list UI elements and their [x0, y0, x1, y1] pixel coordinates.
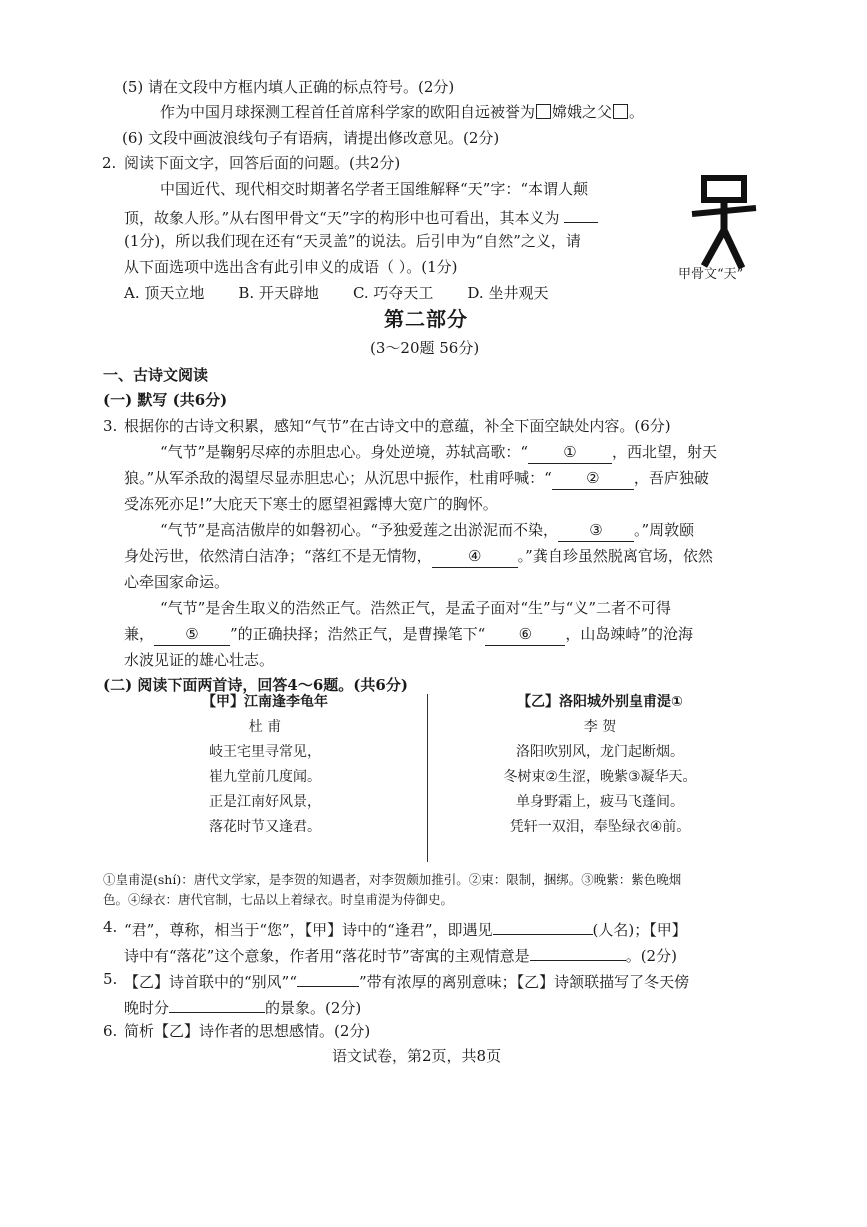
poem-b-line: 单身野霜上，疲马飞蓬间。	[516, 794, 684, 810]
q2-line4: 从下面选项中选出含有此引申义的成语（ ）。(1分)	[124, 258, 458, 276]
q3-p3-line1: “气节”是舍生取义的浩然正气。浩然正气，是孟子面对“生”与“义”二者不可得	[160, 599, 672, 617]
punct-box-2[interactable]	[613, 104, 628, 119]
poem-a-title: 【甲】江南逢李龟年	[202, 694, 328, 710]
q2-line1: 中国近代、现代相交时期著名学者王国维解释“天”字：“本谓人颠	[160, 180, 589, 198]
poem-b-line: 凭轩一双泪，奉坠绿衣④前。	[509, 819, 691, 835]
poem-a-author: 杜 甫	[248, 719, 282, 735]
poem-b	[480, 690, 720, 840]
q2-choices	[124, 282, 582, 304]
blank-6[interactable]: ⑥	[485, 623, 565, 646]
q4-line1: “君”，尊称，相当于“您”，【甲】诗中的“逢君”，即遇见 (人名)；【甲】	[124, 916, 687, 941]
q3-p3-line3: 水波见证的雄心壮志。	[124, 651, 275, 669]
q6b-prompt: 简析【乙】诗作者的思想感情。(2分)	[124, 1022, 371, 1040]
q2-number: 2.	[102, 154, 117, 172]
poem-b-title: 【乙】洛阳城外别皇甫湜①	[517, 694, 683, 710]
q5b-blank-1[interactable]	[297, 968, 359, 987]
q4-blank-emotion[interactable]	[530, 942, 626, 961]
oracle-bone-tian-icon	[684, 170, 774, 274]
q3-p3-line2: 兼， ⑤ ”的正确抉择；浩然正气，是曹操笔下“ ⑥ ，山岛竦峙”的沧海	[124, 623, 693, 646]
q2-prompt: 阅读下面文字，回答后面的问题。(共2分)	[124, 154, 401, 172]
page-footer: 语文试卷，第2页，共8页	[332, 1047, 502, 1065]
choice-c[interactable]: C. 巧夺天工	[352, 284, 434, 302]
q5b-blank-2[interactable]	[169, 994, 265, 1013]
poem-a-line: 岐王宅里寻常见，	[209, 744, 321, 760]
poem-b-author: 李 贺	[583, 719, 617, 735]
blank-1[interactable]: ①	[528, 441, 612, 464]
q5-sentence: 作为中国月球探测工程首任首席科学家的欧阳自远被誉为 嫦娥之父 。	[160, 103, 645, 121]
q5b-line1: 【乙】诗首联中的“别风”“ ”带有浓厚的离别意味；【乙】诗颔联描写了冬天傍	[124, 968, 689, 993]
poem-a-line: 正是江南好风景，	[209, 794, 321, 810]
q2-line3: (1分)，所以我们现在还有“天灵盖”的说法。后引申为“自然”之义，请	[124, 232, 581, 250]
blank-3[interactable]: ③	[558, 519, 634, 542]
oracle-caption: 甲骨文“天”	[678, 267, 744, 282]
q5-prompt: (5) 请在文段中方框内填人正确的标点符号。(2分)	[122, 78, 455, 96]
blank-2[interactable]: ②	[552, 467, 634, 490]
poem-a	[170, 690, 360, 840]
punct-box-1[interactable]	[536, 104, 551, 119]
choice-d[interactable]: D. 坐井观天	[467, 284, 549, 302]
poem-divider	[427, 694, 428, 862]
q3-prompt: 根据你的古诗文积累，感知“气节”在古诗文中的意蕴，补全下面空缺处内容。(6分)	[124, 417, 671, 435]
q3-p1-line2: 狼。”从军杀敌的渴望尽显赤胆忠心；从沉思中振作，杜甫呼喊：“ ② ，吾庐独破	[124, 467, 709, 490]
q6-prompt: (6) 文段中画波浪线句子有语病，请提出修改意见。(2分)	[122, 129, 500, 147]
q6b-number: 6.	[103, 1022, 118, 1040]
q2-line2: 顶，故象人形。”从右图甲骨文“天”字的构形中也可看出，其本义为	[124, 204, 598, 229]
q4-number: 4.	[103, 918, 118, 936]
blank-5[interactable]: ⑤	[154, 623, 230, 646]
q2-blank-1[interactable]	[564, 204, 598, 223]
q3-p1-line3: 受冻死亦足!”大庇天下寒士的愿望袒露博大宽广的胸怀。	[124, 495, 498, 513]
poem-b-line: 冬树束②生涩，晚紫③凝华天。	[503, 769, 697, 785]
choice-b[interactable]: B. 开天辟地	[238, 284, 319, 302]
blank-4[interactable]: ④	[432, 545, 518, 568]
poem-b-line: 洛阳吹别风，龙门起断烟。	[516, 744, 684, 760]
footnote-line2: 色。④绿衣：唐代官制，七品以上着绿衣。时皇甫湜为侍御史。	[103, 892, 454, 907]
q3-p2-line3: 心牵国家命运。	[124, 573, 230, 591]
part2-title: 第二部分	[384, 307, 468, 331]
q3-p2-line2: 身处污世，依然清白洁净；“落红不是无情物， ④ 。”龚自珍虽然脱离官场，依然	[124, 545, 713, 568]
q3-p1-line1: “气节”是鞠躬尽瘁的赤胆忠心。身处逆境，苏轼高歌：“ ① ，西北望，射天	[160, 441, 717, 464]
q4-blank-name[interactable]	[493, 916, 593, 935]
q3-p2-line1: “气节”是高洁傲岸的如磐初心。“予独爱莲之出淤泥而不染， ③ 。”周敦颐	[160, 519, 694, 542]
q3-number: 3.	[103, 417, 118, 435]
footnote-line1: ①皇甫湜(shí)：唐代文学家，是李贺的知遇者，对李贺颇加推引。②束：限制，捆绑。③晚紫：紫色晚烟	[103, 872, 682, 887]
poem-a-line: 落花时节又逢君。	[209, 819, 321, 835]
poem-a-line: 崔九堂前几度闻。	[209, 769, 321, 785]
choice-a[interactable]: A. 顶天立地	[124, 284, 205, 302]
section1-title: 一、古诗文阅读	[103, 366, 209, 384]
q5b-number: 5.	[103, 970, 118, 988]
q5b-line2: 晚时分 的景象。(2分)	[124, 994, 361, 1019]
section2-title: (二) 阅读下面两首诗，回答4～6题。(共6分)	[103, 676, 408, 694]
q4-line2: 诗中有“落花”这个意象，作者用“落花时节”寄寓的主观情意是 。(2分)	[124, 942, 677, 967]
section1-sub: (一) 默写 (共6分)	[103, 391, 228, 409]
part2-subtitle: (3～20题 56分)	[370, 339, 480, 357]
